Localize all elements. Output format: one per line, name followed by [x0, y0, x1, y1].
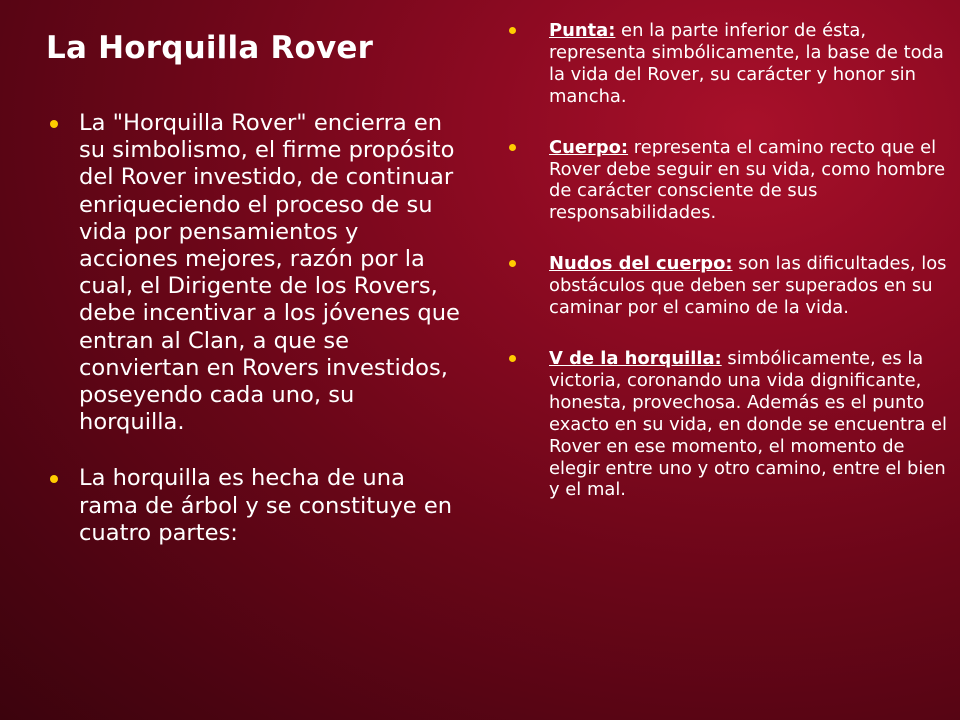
right-bullet-list	[509, 20, 949, 501]
bullet-dot-icon	[509, 355, 516, 362]
right-bullet-item-v-horquilla	[509, 348, 949, 501]
left-column	[50, 110, 460, 576]
left-bullet-text: La "Horquilla Rover" encierra en su simbolismo, el firme propósito del Rover investido, de continuar enriqueciendo el proceso de su vida por pensamientos y acciones mejores, razón por la cual, el Dirigente de los Rovers, debe incentivar a los jóvenes que entran al Clan, a que se conviertan en Rovers investidos, poseyendo cada uno, su horquilla.	[79, 110, 460, 436]
bullet-dot-icon	[509, 260, 516, 267]
bullet-description: simbólicamente, es la victoria, coronando una vida dignificante, honesta, provechosa. Además es el punto exacto en su vida, en donde se encuentra el Rover en ese momento, el momento de elegir entre uno y otro camino, entre el bien y el mal.	[549, 347, 947, 501]
slide-title: La Horquilla Rover	[46, 30, 374, 66]
right-bullet-item-cuerpo	[509, 137, 949, 225]
right-bullet-item-punta	[509, 20, 949, 108]
right-bullet-item-nudos	[509, 253, 949, 319]
bullet-dot-icon	[50, 120, 58, 128]
bullet-term: V de la horquilla:	[549, 347, 722, 369]
bullet-dot-icon	[50, 475, 58, 483]
bullet-description: son las dificultades, los obstáculos que deben ser superados en su caminar por el camino de la vida.	[549, 253, 947, 319]
bullet-description: representa el camino recto que el Rover debe seguir en su vida, como hombre de carácter consciente de sus responsabilidades.	[549, 136, 946, 224]
right-column	[509, 20, 949, 530]
bullet-description: en la parte inferior de ésta, representa simbólicamente, la base de toda la vida del Rover, su carácter y honor sin mancha.	[549, 20, 944, 107]
bullet-dot-icon	[509, 27, 516, 34]
left-bullet-item	[50, 110, 460, 436]
bullet-term: Punta:	[549, 20, 616, 41]
left-bullet-list	[50, 110, 460, 547]
bullet-dot-icon	[509, 144, 516, 151]
left-bullet-item	[50, 465, 460, 547]
bullet-term: Nudos del cuerpo:	[549, 253, 733, 275]
left-bullet-text: La horquilla es hecha de una rama de árbol y se constituye en cuatro partes:	[79, 465, 453, 546]
bullet-term: Cuerpo:	[549, 136, 629, 158]
